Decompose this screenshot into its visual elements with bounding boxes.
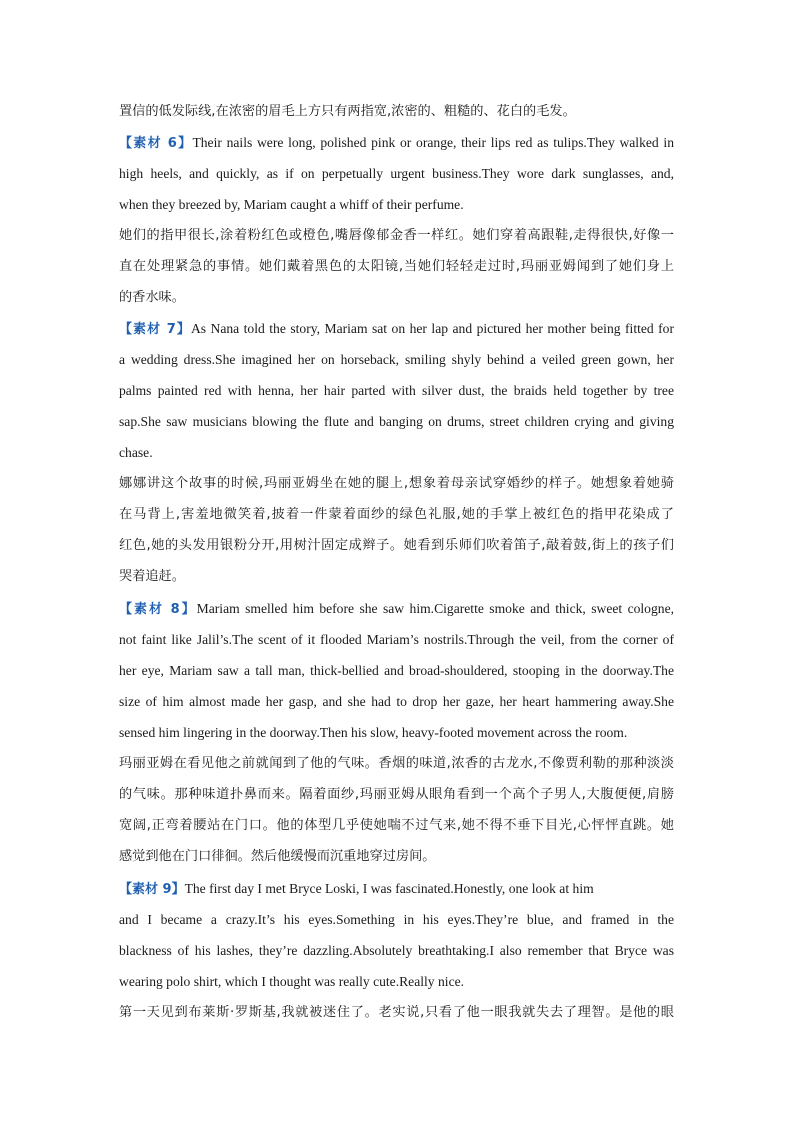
english-text-line — [119, 351, 674, 369]
line-text: As Nana told the story, Mariam sat on her lap and pictured her mother being fitted for — [190, 321, 674, 336]
english-text-line — [119, 693, 674, 711]
chinese-text-line — [119, 568, 674, 586]
line-text: 的香水味。 — [119, 290, 185, 305]
english-text-line — [119, 942, 674, 960]
chinese-text-line — [119, 475, 674, 493]
material-heading-line — [119, 320, 674, 338]
line-text: 玛丽亚姆在看见他之前就闻到了他的气味。香烟的味道,浓香的古龙水,不像贾利勒的那种淡淡 — [119, 756, 674, 771]
line-text: and I became a crazy.It’s his eyes.Something in his eyes.They’re blue, and framed in the — [119, 912, 674, 927]
chinese-text-line — [119, 103, 674, 121]
line-text: when they breezed by, Mariam caught a whiff of their perfume. — [119, 197, 464, 212]
line-text: 她们的指甲很长,涂着粉红色或橙色,嘴唇像郁金香一样红。她们穿着高跟鞋,走得很快,好像一 — [119, 228, 674, 243]
line-text: 直在处理紧急的事情。她们戴着黑色的太阳镜,当她们轻轻走过时,玛丽亚姆闻到了她们身上 — [119, 259, 674, 274]
line-text: 的气味。那种味道扑鼻而来。隔着面纱,玛丽亚姆从眼角看到一个高个子男人,大腹便便,肩膀 — [119, 787, 674, 802]
english-text-line — [119, 165, 674, 183]
line-text: Mariam smelled him before she saw him.Cigarette smoke and thick, sweet cologne, — [196, 601, 674, 616]
english-text-line — [119, 444, 674, 462]
line-text: 娜娜讲这个故事的时候,玛丽亚姆坐在她的腿上,想象着母亲试穿婚纱的样子。她想象着她骑 — [119, 476, 674, 491]
line-text: 宽阔,正弯着腰站在门口。他的体型几乎使她喘不过气来,她不得不垂下目光,心怦怦直跳。她 — [119, 818, 674, 833]
line-text: a wedding dress.She imagined her on horseback, smiling shyly behind a veiled green gown, her — [119, 352, 674, 367]
material-label: 【素材 9】 — [119, 882, 185, 897]
line-text: 哭着追赶。 — [119, 569, 185, 584]
english-text-line — [119, 413, 674, 431]
line-text: wearing polo shirt, which I thought was really cute.Really nice. — [119, 974, 465, 989]
line-text: sap.She saw musicians blowing the flute and banging on drums, street children crying and giving — [119, 414, 674, 429]
chinese-text-line — [119, 506, 674, 524]
line-text: 置信的低发际线,在浓密的眉毛上方只有两指宽,浓密的、粗糙的、花白的毛发。 — [119, 104, 576, 119]
line-text: sensed him lingering in the doorway.Then his slow, heavy-footed movement across the room. — [119, 725, 628, 740]
line-text: high heels, and quickly, as if on perpetually urgent business.They wore dark sunglasses, and, — [119, 166, 674, 181]
material-label: 【素材 6】 — [119, 136, 193, 151]
english-text-line — [119, 973, 674, 991]
line-text: blackness of his lashes, they’re dazzling.Absolutely breathtaking.I also remember that Bryce was — [119, 943, 674, 958]
english-text-line — [119, 662, 674, 680]
line-text: palms painted red with henna, her hair parted with silver dust, the braids held together by tree — [119, 383, 674, 398]
line-text: The first day I met Bryce Loski, I was fascinated.Honestly, one look at him — [184, 881, 594, 896]
english-text-line — [119, 631, 674, 649]
material-label: 【素材 7】 — [119, 322, 191, 337]
line-text: size of him almost made her gasp, and she had to drop her gaze, her heart hammering away.She — [119, 694, 674, 709]
line-text: 第一天见到布莱斯·罗斯基,我就被迷住了。老实说,只看了他一眼我就失去了理智。是他的眼 — [119, 1005, 674, 1020]
english-text-line — [119, 382, 674, 400]
line-text: 感觉到他在门口徘徊。然后他缓慢而沉重地穿过房间。 — [119, 849, 436, 864]
chinese-text-line — [119, 848, 674, 866]
line-text: her eye, Mariam saw a tall man, thick-bellied and broad-shouldered, stooping in the doorway.The — [119, 663, 674, 678]
chinese-text-line — [119, 537, 674, 555]
material-heading-line — [119, 880, 674, 898]
material-heading-line — [119, 134, 674, 152]
material-label: 【素材 8】 — [119, 602, 197, 617]
line-text: chase. — [119, 445, 153, 460]
chinese-text-line — [119, 817, 674, 835]
chinese-text-line — [119, 786, 674, 804]
line-text: not faint like Jalil’s.The scent of it flooded Mariam’s nostrils.Through the veil, from the corner of — [119, 632, 674, 647]
chinese-text-line — [119, 227, 674, 245]
material-heading-line — [119, 600, 674, 618]
english-text-line — [119, 724, 674, 742]
english-text-line — [119, 196, 674, 214]
chinese-text-line — [119, 289, 674, 307]
line-text: Their nails were long, polished pink or orange, their lips red as tulips.They walked in — [192, 135, 674, 150]
chinese-text-line — [119, 1004, 674, 1022]
chinese-text-line — [119, 258, 674, 276]
line-text: 红色,她的头发用银粉分开,用树汁固定成辫子。她看到乐师们吹着笛子,敲着鼓,街上的孩子们 — [119, 538, 674, 553]
english-text-line — [119, 911, 674, 929]
chinese-text-line — [119, 755, 674, 773]
line-text: 在马背上,害羞地微笑着,披着一件蒙着面纱的绿色礼服,她的手掌上被红色的指甲花染成了 — [119, 507, 674, 522]
